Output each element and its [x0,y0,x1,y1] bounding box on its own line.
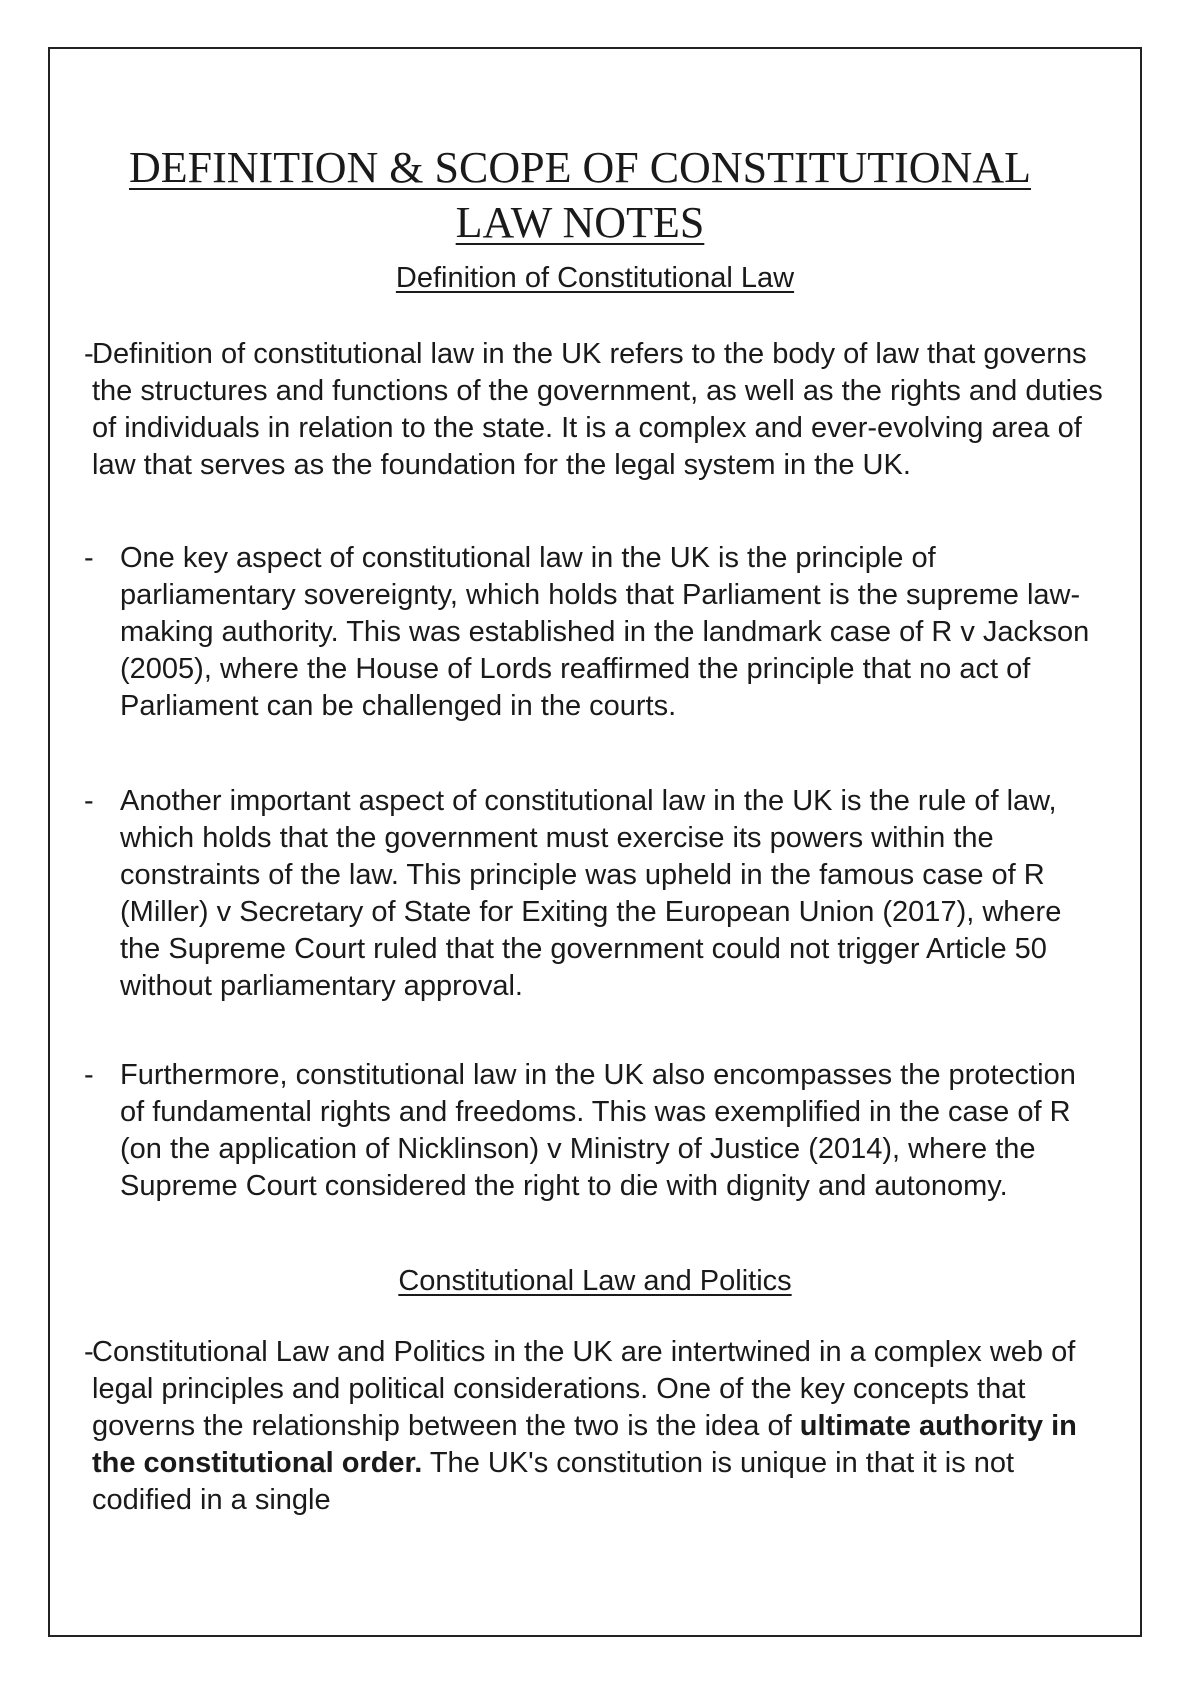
paragraph-4-text: Furthermore, constitutional law in the UK also encompasses the protection of fundamental rights and freedoms. This was exemplified in the case of R (on the application of Nicklinson) v Ministry of Justice (2014), where the Supreme Court considered the right to die with dignity and autonomy. [120,1059,1076,1202]
paragraph-3 [84,783,1104,1005]
title-line-1: DEFINITION & SCOPE OF CONSTITUTIONAL [129,143,1031,192]
paragraph-5-text-start: Constitutional Law and Politics in the UK are intertwined in a complex web of legal principles and political considerations. One of the key concepts that governs the relationship between the two is the idea of [92,1336,1076,1442]
bullet-dash: - [84,785,94,817]
bold-phrase: ultimate authority in the constitutional order. [92,1410,1077,1479]
paragraph-1-text: Definition of constitutional law in the UK refers to the body of law that governs the structures and functions of the government, as well as the rights and duties of individuals in relation to the state. It is a complex and ever-evolving area of law that serves as the foundation for the legal system in the UK. [92,338,1103,481]
section-heading-politics: Constitutional Law and Politics [398,1265,792,1297]
bullet-dash: - [84,338,94,370]
paragraph-2-text: One key aspect of constitutional law in the UK is the principle of parliamentary sovereignty, which holds that Parliament is the supreme law-making authority. This was established in the landmark case of R v Jackson (2005), where the House of Lords reaffirmed the principle that no act of Parliament can be challenged in the courts. [120,542,1090,722]
paragraph-4 [84,1057,1104,1205]
title-line-2: LAW NOTES [455,198,705,247]
bullet-dash: - [84,1059,94,1091]
paragraph-5 [84,1334,1104,1519]
paragraph-3-text: Another important aspect of constitutional law in the UK is the rule of law, which holds that the government must exercise its powers within the constraints of the law. This principle was upheld in the famous case of R (Miller) v Secretary of State for Exiting the European Union (2017), where the Supreme Court ruled that the government could not trigger Article 50 without parliamentary approval. [120,785,1062,1002]
paragraph-5-text [84,1334,1104,1519]
paragraph-1 [84,336,1104,484]
section-heading-definition: Definition of Constitutional Law [395,262,795,294]
bullet-dash: - [84,1336,94,1368]
paragraph-2 [84,540,1104,725]
document-title [70,140,1090,250]
bullet-dash: - [84,542,94,574]
paragraph-5-text-end: The UK's constitution is unique in that it is not codified in a single [92,1447,1015,1516]
